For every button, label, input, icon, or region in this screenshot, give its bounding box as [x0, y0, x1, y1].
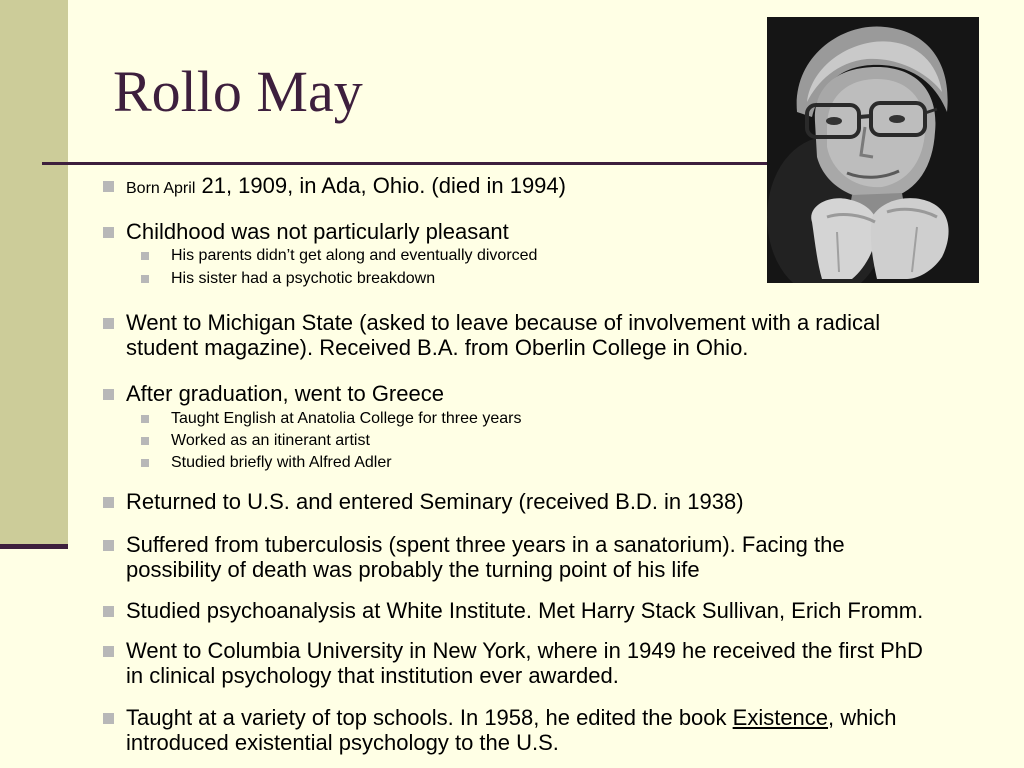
gray-square-bullet-icon	[103, 497, 114, 508]
sub-bullet-text: His sister had a psychotic breakdown	[171, 270, 436, 287]
gray-square-bullet-icon	[103, 713, 114, 724]
portrait-image	[767, 17, 979, 283]
book-title-existence: Existence	[732, 705, 829, 730]
portrait-photo	[767, 17, 979, 283]
slide-title: Rollo May	[113, 59, 363, 124]
gray-square-bullet-icon	[103, 389, 114, 400]
gray-square-bullet-icon	[103, 227, 114, 238]
gray-square-bullet-icon	[141, 459, 149, 467]
bullet-text-after: , which	[828, 705, 897, 730]
gray-square-bullet-icon	[103, 606, 114, 617]
sub-bullet-text: Studied briefly with Alfred Adler	[171, 454, 392, 471]
gray-square-bullet-icon	[103, 646, 114, 657]
gray-square-bullet-icon	[141, 252, 149, 260]
bullet-text-line-2: student magazine). Received B.A. from Oberlin College in Ohio.	[126, 335, 749, 360]
left-decorative-band	[0, 0, 68, 548]
gray-square-bullet-icon	[103, 181, 114, 192]
bullet-text-line-1: Went to Columbia University in New York, where in 1949 he received the first PhD	[126, 638, 923, 663]
gray-square-bullet-icon	[103, 318, 114, 329]
sub-bullet-text: His parents didn’t get along and eventually divorced	[171, 247, 538, 264]
title-underline-rule	[42, 162, 778, 165]
bullet-text: Childhood was not particularly pleasant	[126, 219, 509, 244]
gray-square-bullet-icon	[141, 437, 149, 445]
bullet-text-line-2: possibility of death was probably the turning point of his life	[126, 557, 700, 582]
bullet-lead-text: Born April	[126, 180, 196, 197]
bullet-text-before: Taught at a variety of top schools. In 1958, he edited the book	[126, 705, 733, 730]
gray-square-bullet-icon	[103, 540, 114, 551]
gray-square-bullet-icon	[141, 415, 149, 423]
bullet-text-line-2: introduced existential psychology to the U.S.	[126, 730, 559, 755]
gray-square-bullet-icon	[141, 275, 149, 283]
bullet-text: Studied psychoanalysis at White Institute. Met Harry Stack Sullivan, Erich Fromm.	[126, 598, 924, 623]
left-band-rule	[0, 544, 68, 549]
bullet-text: Returned to U.S. and entered Seminary (received B.D. in 1938)	[126, 489, 744, 514]
bullet-text-line-2: in clinical psychology that institution ever awarded.	[126, 663, 619, 688]
sub-bullet-text: Worked as an itinerant artist	[171, 432, 370, 449]
bullet-text: After graduation, went to Greece	[126, 381, 444, 406]
bullet-main-text: 21, 1909, in Ada, Ohio. (died in 1994)	[195, 173, 566, 198]
bullet-text-line-1: Suffered from tuberculosis (spent three years in a sanatorium). Facing the	[126, 532, 845, 557]
bullet-text	[126, 174, 566, 201]
sub-bullet-text: Taught English at Anatolia College for three years	[171, 410, 522, 427]
bullet-text-line-1: Went to Michigan State (asked to leave because of involvement with a radical	[126, 310, 881, 335]
bullet-text-line-1	[126, 706, 897, 730]
